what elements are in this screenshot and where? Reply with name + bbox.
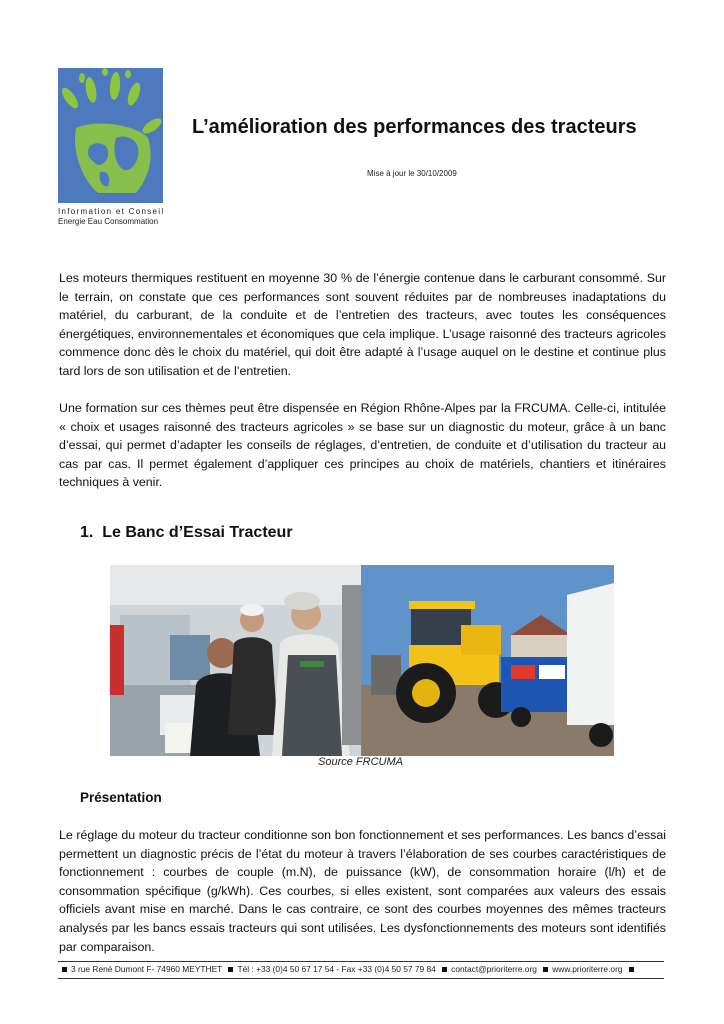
square-bullet-icon xyxy=(629,967,634,972)
section-heading xyxy=(80,524,293,542)
footer-rule-top xyxy=(58,961,664,962)
hand-logo-icon xyxy=(58,68,163,203)
presentation-paragraph: Le réglage du moteur du tracteur conditionne son bon fonctionnement et ses performances. Les bancs d’essai permettent un diagnostic précis de l’état du moteur à travers l’élaboration de ses courbes caractéristiques de fonctionnement : courbes de couple (m.N), de puissance (kW), de consommation horaire (l/h) et de consommation spécifique (g/kWh). Ces courbes, si elles existent, sont comparées aux valeurs des essais officiels avant mise en marché. Dans le cas contraire, ce sont des courbes moyennes des mêmes tracteurs analysés par les bancs essais tracteurs qui sont utilisées. Les dysfonctionnements des moteurs sont identifiés par comparaison. xyxy=(59,828,666,954)
footer-website: www.prioriterre.org xyxy=(552,964,623,974)
intro-paragraph: Les moteurs thermiques restituent en moyenne 30 % de l’énergie contenue dans le carburant consommé. Sur le terrain, on constate que ces performances sont souvent réduites par de nombreuses inadaptations du matériel, du carburant, de la conduite et de l’entretien des tracteurs, avec toutes les conséquences énergétiques, environnementales et économiques que cela implique. L’usage raisonné des tracteurs agricoles commence donc dès le choix du matériel, qui doit être adapté à l’usage auquel on le destine et continue plus tard lors de son utilisation et de l’entretien. xyxy=(59,271,666,378)
logo-tagline-line-2: Energie Eau Consommation xyxy=(58,217,159,226)
section-title: Le Banc d’Essai Tracteur xyxy=(102,524,293,541)
document-title: L’amélioration des performances des tracteurs xyxy=(192,116,637,138)
section-number: 1. xyxy=(80,524,94,541)
logo-tagline-line-1: Information et Conseil xyxy=(58,207,165,216)
photo-tractor-test-bench xyxy=(361,565,614,756)
page-footer xyxy=(58,964,664,974)
update-note: Mise à jour le 30/10/2009 xyxy=(367,169,457,178)
training-paragraph: Une formation sur ces thèmes peut être dispensée en Région Rhône-Alpes par la FRCUMA. Celle-ci, intitulée « choix et usages raisonné des tracteurs agricoles » se base sur un diagnostic du moteur, grâce à un banc d’essai, qui permet d’adapter les conseils de réglages, d’entretien, de conduite et d’utilisation du tracteur au cas par cas. Il permet également d’appliquer ces principes au choix de matériels, chantiers et itinéraires techniques à venir. xyxy=(59,401,666,490)
square-bullet-icon xyxy=(62,967,67,972)
subsection-heading: Présentation xyxy=(80,790,162,805)
footer-rule-bottom xyxy=(58,978,664,979)
square-bullet-icon xyxy=(228,967,233,972)
photo-caption: Source FRCUMA xyxy=(318,756,403,768)
logo-wordmark: prioriterre xyxy=(67,244,154,265)
square-bullet-icon xyxy=(442,967,447,972)
photo-test-bench-operators xyxy=(110,565,361,756)
footer-email: contact@prioriterre.org xyxy=(451,964,537,974)
footer-phone: Tél : +33 (0)4 50 67 17 54 - Fax +33 (0)4 50 57 79 84 xyxy=(237,964,436,974)
square-bullet-icon xyxy=(543,967,548,972)
footer-address: 3 rue René Dumont F- 74960 MEYTHET xyxy=(71,964,223,974)
